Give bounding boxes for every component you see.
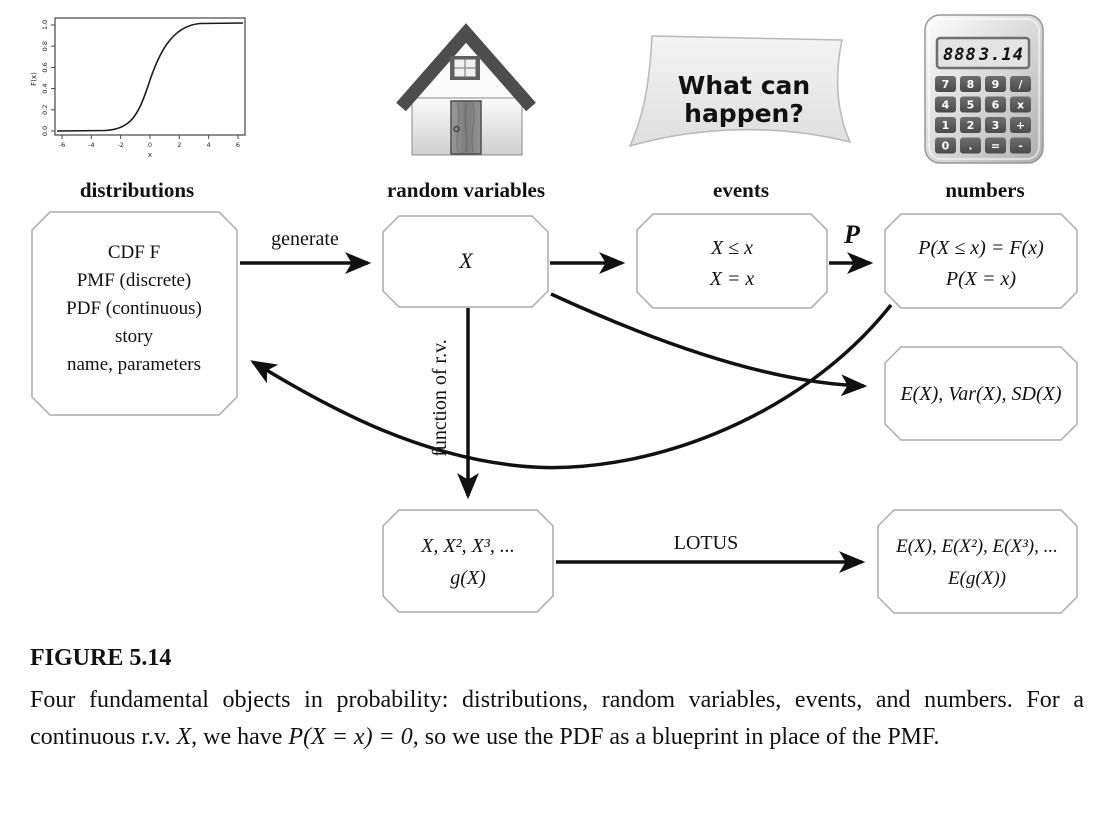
note-icon bbox=[630, 36, 850, 146]
y-tick-label: 0.6 bbox=[41, 62, 49, 73]
functions-box-line: X, X², X³, ... bbox=[421, 535, 515, 557]
distributions-box-line: name, parameters bbox=[67, 354, 201, 375]
calc-key: - bbox=[1018, 139, 1023, 153]
caption-math-pxx: P(X = x) = 0 bbox=[288, 724, 413, 750]
caption-segment: , we have bbox=[191, 724, 289, 750]
label-events: events bbox=[713, 178, 769, 202]
plot-xlabel: x bbox=[147, 151, 153, 159]
y-tick-label: 0.2 bbox=[41, 104, 49, 115]
label-numbers: numbers bbox=[945, 178, 1025, 202]
calc-key: 3 bbox=[991, 119, 1000, 132]
x-tick-label: 2 bbox=[177, 141, 182, 149]
x-tick-label: -6 bbox=[58, 141, 66, 149]
probabilities-box-line: P(X = x) bbox=[945, 268, 1017, 290]
expectations-box-line: E(X), E(X²), E(X³), ... bbox=[896, 536, 1058, 557]
y-tick-label: 0.8 bbox=[41, 41, 49, 52]
expectations-box-line: E(g(X)) bbox=[947, 568, 1007, 589]
random-variable-box-line: X bbox=[459, 248, 473, 273]
function-of-rv-arrow-label: function of r.v. bbox=[429, 339, 451, 457]
probabilities-box-line: P(X ≤ x) = F(x) bbox=[918, 237, 1044, 259]
caption-segment: , so we use the PDF as a blueprint in place of the PMF. bbox=[412, 724, 940, 750]
x-ticks bbox=[62, 135, 238, 139]
lotus-arrow-label: LOTUS bbox=[673, 532, 739, 554]
cdf-plot-icon bbox=[30, 18, 245, 159]
calculator-icon bbox=[925, 15, 1043, 163]
x-tick-label: 4 bbox=[206, 141, 211, 149]
events-box-line: X = x bbox=[709, 268, 755, 290]
calc-key: 0 bbox=[941, 139, 950, 153]
distributions-box-line: PDF (continuous) bbox=[66, 298, 202, 319]
events-box bbox=[637, 214, 827, 308]
calc-key: = bbox=[990, 139, 1001, 153]
figure-number: FIGURE 5.14 bbox=[30, 645, 172, 671]
calc-key: 6 bbox=[991, 98, 1000, 112]
calc-key: 1 bbox=[941, 119, 950, 132]
x-tick-label: 6 bbox=[235, 141, 241, 149]
calc-key: . bbox=[968, 139, 973, 153]
display-ghost-digits: 888 bbox=[943, 45, 977, 65]
calc-key: 9 bbox=[991, 78, 1000, 91]
plot-frame bbox=[55, 18, 245, 135]
note-text-line2: happen? bbox=[684, 99, 804, 128]
label-distributions: distributions bbox=[79, 178, 195, 202]
plot-ylabel: F(x) bbox=[30, 72, 38, 86]
distributions-box-line: PMF (discrete) bbox=[76, 270, 192, 291]
summaries-box-line: E(X), Var(X), SD(X) bbox=[900, 383, 1062, 405]
generate-arrow-label: generate bbox=[271, 228, 339, 250]
functions-box bbox=[383, 510, 553, 612]
y-tick-label: 1.0 bbox=[41, 19, 49, 31]
expectations-box bbox=[878, 510, 1077, 613]
probabilities-box bbox=[885, 214, 1077, 308]
calc-key: x bbox=[1016, 98, 1025, 112]
caption-math-x: X bbox=[176, 724, 192, 750]
calc-key: 4 bbox=[941, 98, 950, 112]
calc-key: 5 bbox=[966, 98, 975, 112]
house-icon bbox=[401, 33, 531, 155]
probability-arrow-label: P bbox=[844, 220, 860, 249]
distributions-box-line: CDF F bbox=[107, 242, 161, 263]
display-value: 3.14 bbox=[979, 45, 1024, 65]
caption-text bbox=[30, 682, 1084, 756]
caption-segment: Four fundamental objects in probability: distributions, random variables, events, and numbers. For a continuous r.v. bbox=[30, 687, 1084, 750]
x-tick-label: 0 bbox=[147, 141, 153, 149]
events-box-line: X ≤ x bbox=[710, 237, 754, 259]
y-tick-label: 0.0 bbox=[41, 125, 49, 137]
calc-key: + bbox=[1015, 119, 1026, 132]
label-random-variables: random variables bbox=[386, 178, 546, 202]
calc-key: / bbox=[1018, 78, 1023, 91]
x-tick-label: -4 bbox=[88, 141, 95, 149]
distributions-box-line: story bbox=[115, 326, 153, 347]
calc-key: 8 bbox=[966, 78, 975, 91]
functions-box-line: g(X) bbox=[450, 567, 486, 589]
figure-caption bbox=[30, 645, 1084, 756]
probabilities-to-distributions-arrow bbox=[253, 305, 891, 468]
calc-key: 7 bbox=[941, 78, 950, 91]
note-text-line1: What can bbox=[677, 71, 811, 100]
y-tick-label: 0.4 bbox=[41, 83, 49, 94]
x-tick-label: -2 bbox=[117, 141, 124, 149]
calc-key: 2 bbox=[966, 119, 975, 132]
